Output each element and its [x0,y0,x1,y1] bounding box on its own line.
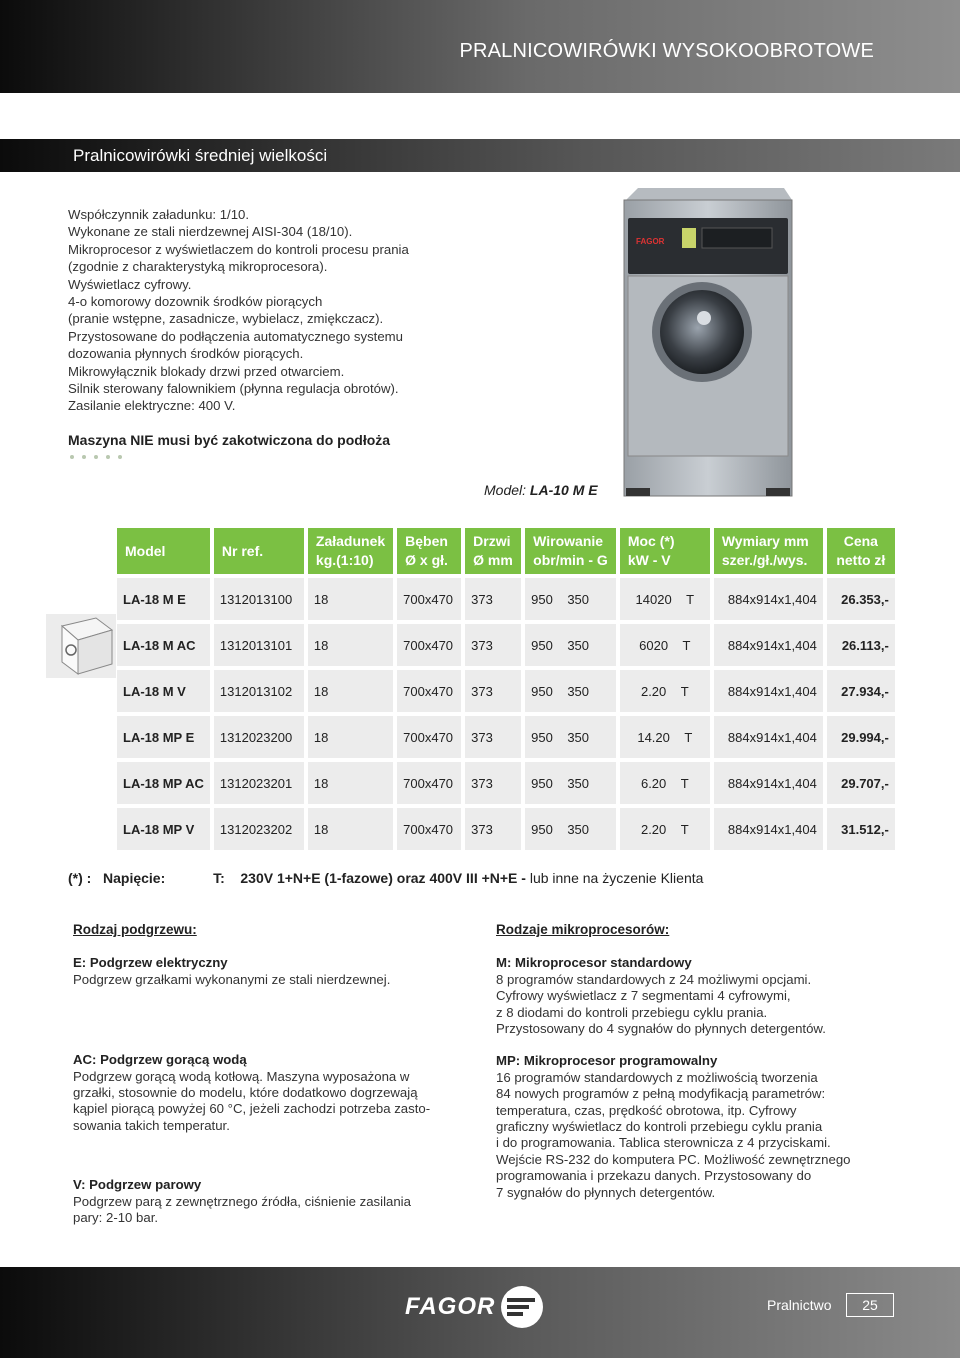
processor-line: Wejście RS-232 do komputera PC. Możliwość zewnętrznego [496,1151,851,1167]
voltage-note [68,870,703,886]
cell-power: 2.20 T [620,808,710,850]
cell-load: 18 [308,808,393,850]
col-header-dims: Wymiary mm szer./gł./wys. [714,528,823,574]
table-header-row [117,528,895,574]
processor-title-m: M: Mikroprocesor standardowy [496,955,692,971]
col-header-door: Drzwi Ø mm [465,528,521,574]
page-number: 25 [846,1293,894,1317]
cell-door: 373 [465,624,521,666]
cell-drum: 700x470 [397,716,461,758]
table-row [117,716,895,758]
table-row [117,808,895,850]
feature-line: (pranie wstępne, zasadnicze, wybielacz, zmiękczacz). [68,311,384,327]
cell-ref: 1312023202 [214,808,304,850]
feature-line: (zgodnie z charakterystyką mikroprocesora). [68,259,328,275]
cell-door: 373 [465,578,521,620]
anchoring-note: Maszyna NIE musi być zakotwiczona do podłoża [68,432,391,448]
feature-list [68,206,508,415]
cell-drum: 700x470 [397,808,461,850]
cell-ref: 1312023200 [214,716,304,758]
cell-spin: 950 350 [525,762,616,804]
processor-heading: Rodzaje mikroprocesorów: [496,922,670,937]
note-label: Napięcie: [103,870,166,886]
processor-line: 84 nowych programów z pełną modyfikacją parametrów: [496,1086,826,1102]
cell-dims: 884x914x1,404 [714,624,823,666]
note-bold-text: 230V 1+N+E (1-fazowe) oraz 400V III +N+E - [240,870,526,886]
fagor-logo [405,1285,545,1329]
cell-spin: 950 350 [525,578,616,620]
processor-title-mp: MP: Mikroprocesor programowalny [496,1053,718,1069]
heating-title-e: E: Podgrzew elektryczny [73,955,228,971]
cell-door: 373 [465,670,521,712]
cell-price: 29.707,- [827,762,895,804]
footer-section-label: Pralnictwo [767,1297,832,1313]
cell-model: LA-18 MP E [117,716,210,758]
cell-model: LA-18 M E [117,578,210,620]
cell-drum: 700x470 [397,578,461,620]
fagor-logo-text: FAGOR [405,1293,496,1320]
washer-product-image [620,188,794,500]
cell-drum: 700x470 [397,624,461,666]
processor-line: programowania i przekazu danych. Przystosowany do [496,1168,812,1184]
cell-dims: 884x914x1,404 [714,762,823,804]
feature-line: Zasilanie elektryczne: 400 V. [68,398,236,414]
cell-dims: 884x914x1,404 [714,716,823,758]
col-header-price: Cena netto zł [827,528,895,574]
processor-line: z 8 diodami do kontroli przebiegu cyklu prania. [496,1004,768,1020]
cell-price: 29.994,- [827,716,895,758]
note-code: T: [213,870,225,886]
header-title: PRALNICOWIRÓWKI WYSOKOOBROTOWE [459,40,874,62]
model-label: Model: [484,482,527,498]
cell-load: 18 [308,762,393,804]
cell-price: 31.512,- [827,808,895,850]
cell-model: LA-18 M V [117,670,210,712]
table-row [117,670,895,712]
cell-dims: 884x914x1,404 [714,670,823,712]
svg-text:FAGOR: FAGOR [636,237,665,246]
model-value: LA-10 M E [529,482,598,498]
col-header-power: Moc (*) kW - V [620,528,710,574]
cell-door: 373 [465,808,521,850]
processor-line: Cyfrowy wyświetlacz z 7 segmentami 4 cyfrowymi, [496,988,791,1004]
cell-power: 2.20 T [620,670,710,712]
feature-line: Wyświetlacz cyfrowy. [68,276,192,292]
washer-thumbnail [46,614,116,678]
cell-model: LA-18 MP AC [117,762,210,804]
note-marker: (*) : [68,870,92,886]
processor-line: 7 sygnałów do płynnych detergentów. [496,1184,716,1200]
cell-model: LA-18 M AC [117,624,210,666]
col-header-ref: Nr ref. [214,528,304,574]
cell-ref: 1312023201 [214,762,304,804]
heating-line: pary: 2-10 bar. [73,1210,159,1226]
cell-power: 6020 T [620,624,710,666]
feature-line: Współczynnik załadunku: 1/10. [68,207,250,222]
heating-heading: Rodzaj podgrzewu: [73,922,197,937]
col-header-load: Załadunek kg.(1:10) [308,528,393,574]
decorative-dots [70,455,122,459]
cell-drum: 700x470 [397,762,461,804]
cell-load: 18 [308,578,393,620]
cell-load: 18 [308,716,393,758]
processor-line: temperatura, czas, prędkość obrotowa, itp. Cyfrowy [496,1102,797,1118]
feature-line: Wykonane ze stali nierdzewnej AISI-304 (18/10). [68,224,353,240]
section-title: Pralnicowirówki średniej wielkości [73,146,328,165]
col-header-model: Model [117,528,210,574]
col-header-spin: Wirowanie obr/min - G [525,528,616,574]
heating-line: grzałki, stosownie do modelu, które dodatkowo dogrzewają [73,1085,418,1101]
cell-model: LA-18 MP V [117,808,210,850]
processor-line: 16 programów standardowych z możliwością tworzenia [496,1069,818,1085]
feature-line: Silnik sterowany falownikiem (płynna regulacja obrotów). [68,381,399,397]
cell-spin: 950 350 [525,808,616,850]
feature-line: Mikrowyłącznik blokady drzwi przed otwarciem. [68,363,345,379]
heating-types [73,922,463,1226]
heating-line: Podgrzew parą z zewnętrznego źródła, ciśnienie zasilania [73,1193,411,1209]
processor-line: Przystosowany do 4 sygnałów do płynnych detergentów. [496,1021,826,1037]
cell-ref: 1312013100 [214,578,304,620]
heating-line: sowania takich temperatur. [73,1117,230,1133]
cell-power: 6.20 T [620,762,710,804]
heating-title-v: V: Podgrzew parowy [73,1177,202,1193]
cell-spin: 950 350 [525,716,616,758]
feature-line: 4-o komorowy dozownik środków piorących [68,294,323,310]
processor-line: graficzny wyświetlacz do kontroli przebiegu cyklu prania [496,1119,823,1135]
cell-power: 14020 T [620,578,710,620]
cell-price: 27.934,- [827,670,895,712]
processor-line: i do programowania. Tablica sterownicza z 4 przyciskami. [496,1135,831,1151]
heating-line: Podgrzew grzałkami wykonanymi ze stali nierdzewnej. [73,971,391,987]
cell-spin: 950 350 [525,670,616,712]
cell-drum: 700x470 [397,670,461,712]
cell-load: 18 [308,624,393,666]
cell-price: 26.113,- [827,624,895,666]
cell-door: 373 [465,716,521,758]
feature-line: dozowania płynnych środków piorących. [68,346,304,362]
fagor-emblem-icon [499,1284,545,1330]
table-row [117,762,895,804]
heating-line: Podgrzew gorącą wodą kotłową. Maszyna wyposażona w [73,1068,410,1084]
heating-title-ac: AC: Podgrzew gorącą wodą [73,1052,247,1068]
spec-table [113,524,899,854]
cell-dims: 884x914x1,404 [714,808,823,850]
processor-line: 8 programów standardowych z 24 możliwymi opcjami. [496,971,812,987]
cell-ref: 1312013102 [214,670,304,712]
col-header-drum: Bęben Ø x gł. [397,528,461,574]
feature-line: Mikroprocesor z wyświetlaczem do kontroli procesu prania [68,241,409,257]
table-row [117,578,895,620]
cell-price: 26.353,- [827,578,895,620]
cell-load: 18 [308,670,393,712]
cell-power: 14.20 T [620,716,710,758]
cell-ref: 1312013101 [214,624,304,666]
table-row [117,624,895,666]
product-model-caption [484,482,598,498]
note-text: lub inne na życzenie Klienta [525,870,704,886]
cell-dims: 884x914x1,404 [714,578,823,620]
cell-spin: 950 350 [525,624,616,666]
processor-types [496,922,876,1201]
heating-line: kąpiel piorącą powyżej 60 °C, jeżeli zachodzi potrzeba zasto- [73,1101,431,1117]
cell-door: 373 [465,762,521,804]
feature-line: Przystosowane do podłączenia automatycznego systemu [68,328,403,344]
